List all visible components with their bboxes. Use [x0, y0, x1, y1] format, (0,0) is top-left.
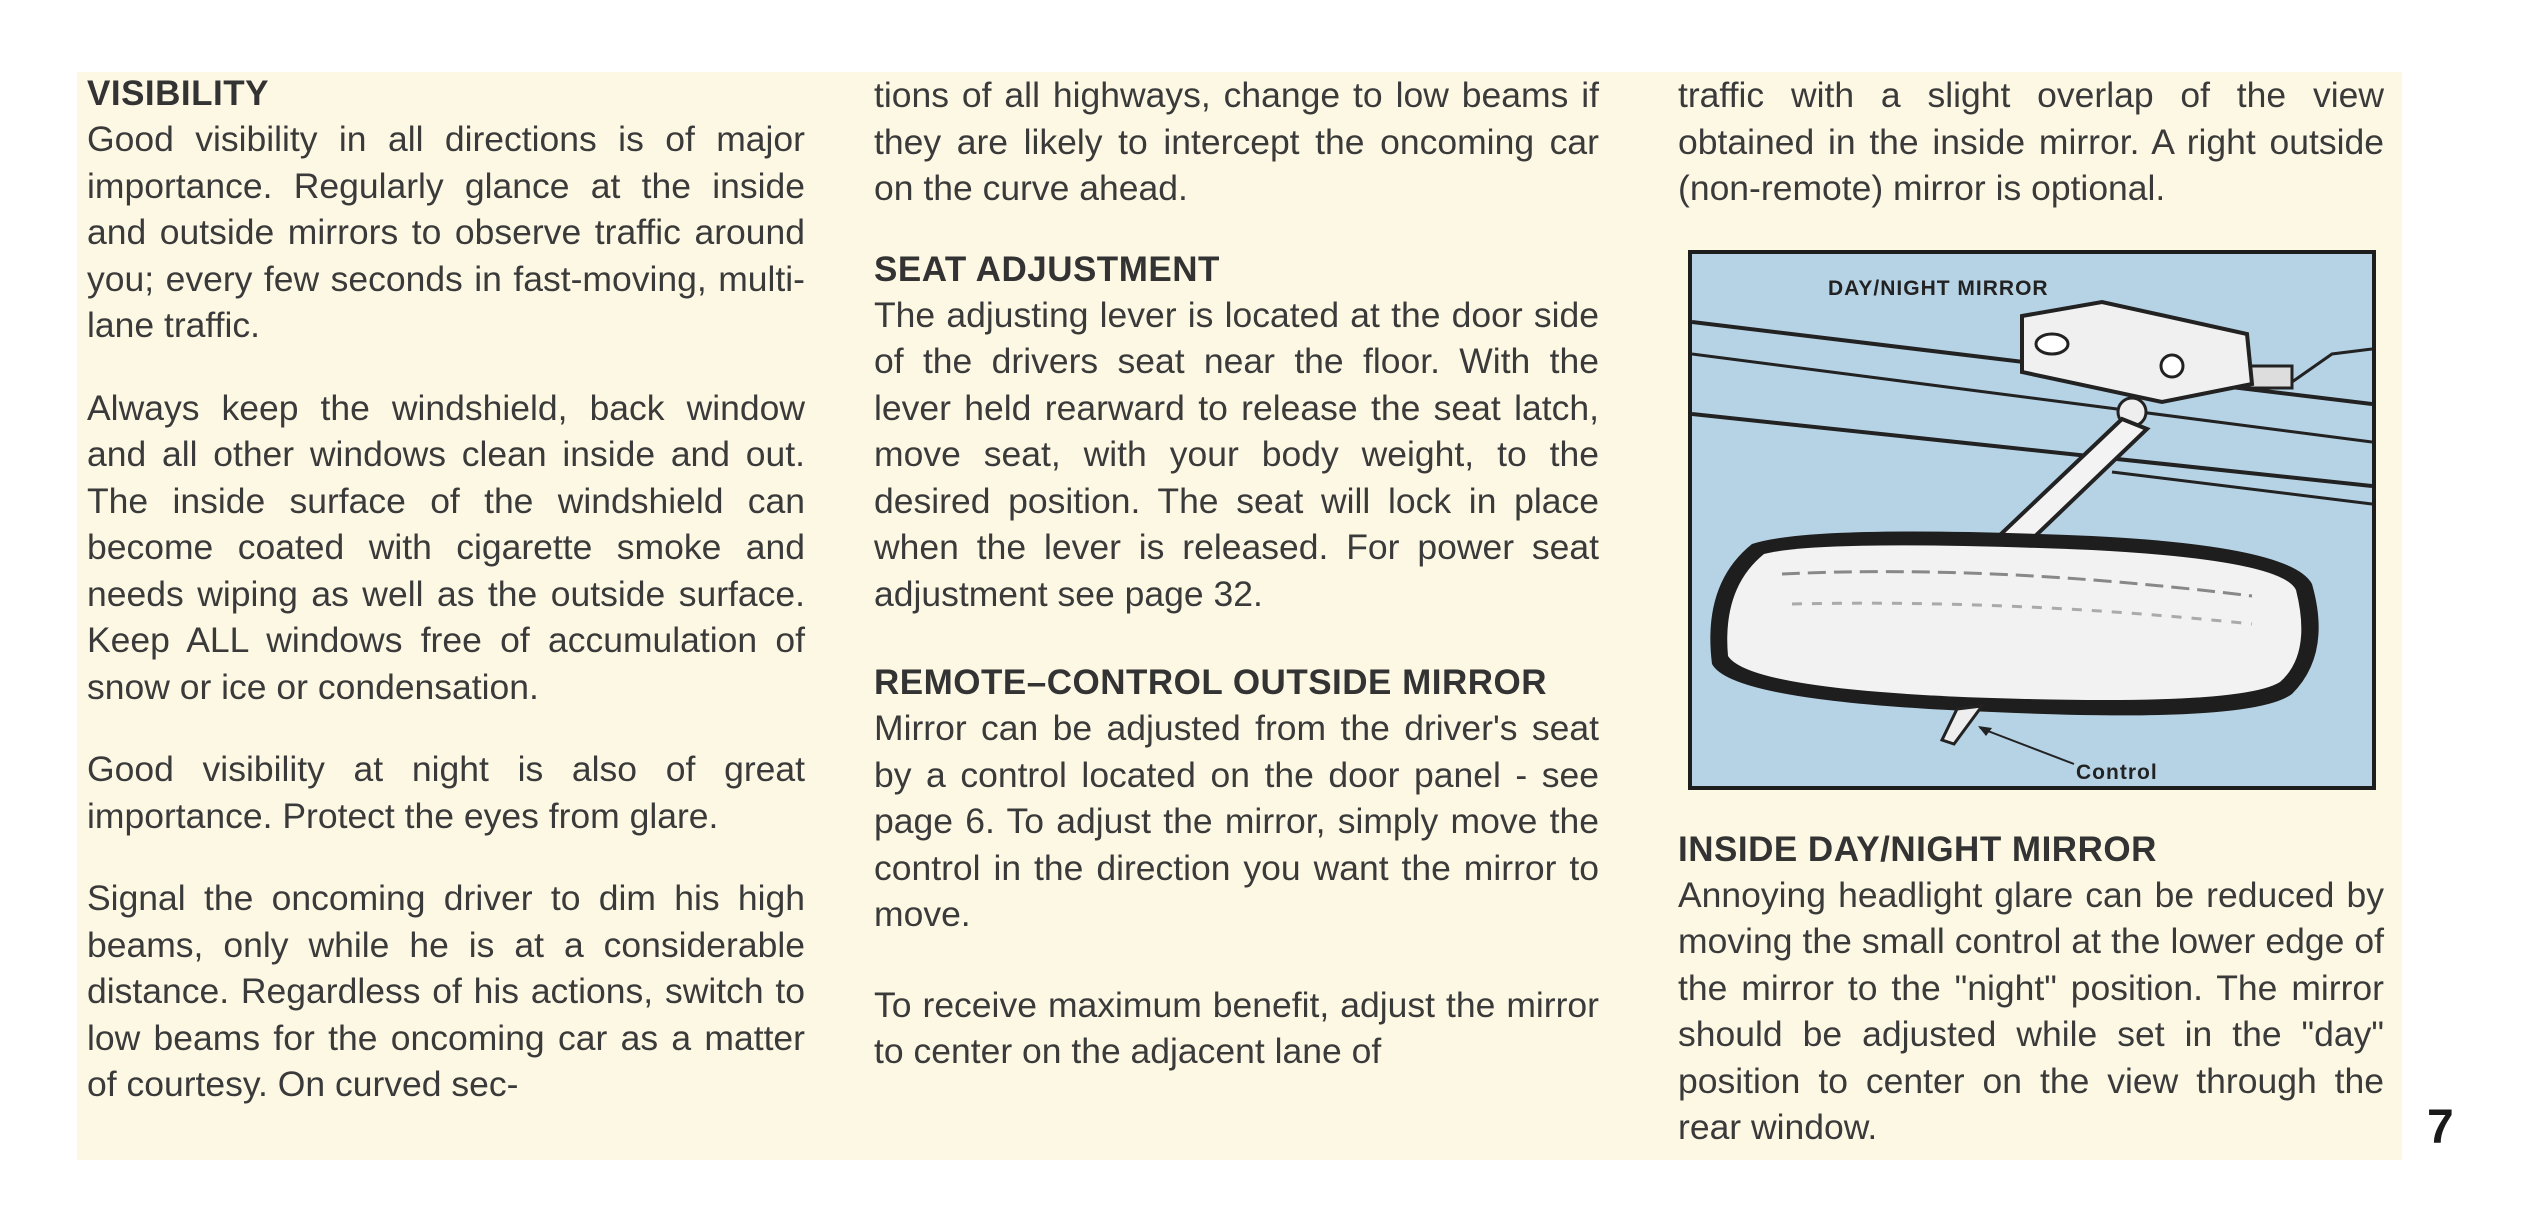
paragraph: traffic with a slight overlap of the view obtained in the inside mirror. A right outside (non-remote) mirror is optional.	[1678, 75, 2384, 208]
control-label: Control	[2076, 760, 2158, 784]
paragraph: To receive maximum benefit, adjust the mirror to center on the adjacent lane of	[874, 984, 1599, 1071]
paragraph: Mirror can be adjusted from the driver's seat by a control located on the door panel - see page 6. To adjust the mirror, simply move the control in the direction you want the mirror to move.	[874, 708, 1599, 934]
paragraph: Signal the oncoming driver to dim his high beams, only while he is at a considerable distance. Regardless of his actions, switch to low beams for the oncoming car as a matter of courtesy. On curved sec-	[87, 878, 805, 1104]
column-3	[1678, 72, 2384, 1151]
column-1	[87, 72, 805, 1108]
heading-seat-adjustment: SEAT ADJUSTMENT	[874, 249, 1220, 289]
heading-remote-control-mirror: REMOTE–CONTROL OUTSIDE MIRROR	[874, 663, 1548, 702]
paragraph: Good visibility at night is also of great importance. Protect the eyes from glare.	[87, 749, 805, 836]
heading-inside-day-night-mirror: INSIDE DAY/NIGHT MIRROR	[1678, 829, 2157, 869]
paragraph: Good visibility in all directions is of major importance. Regularly glance at the inside and outside mirrors to observe traffic around you; every few seconds in fast-moving, multi-lane traffic.	[87, 119, 805, 345]
day-night-mirror-illustration	[1688, 250, 2376, 790]
manual-page	[77, 72, 2402, 1160]
paragraph: The adjusting lever is located at the door side of the drivers seat near the floor. With the lever held rearward to release the seat latch, move seat, with your body weight, to the desired position. The seat will lock in place when the lever is released. For power seat adjustment see page 32.	[874, 294, 1599, 614]
paragraph: Always keep the windshield, back window and all other windows clean inside and out. The inside surface of the windshield can become coated with cigarette smoke and needs wiping as well as the outside surface. Keep ALL windows free of accumulation of snow or ice or condensation.	[87, 387, 805, 707]
mirror-drawing	[1692, 254, 2372, 786]
page-number: 7	[2427, 1101, 2454, 1154]
heading-visibility: VISIBILITY	[87, 74, 269, 113]
paragraph: Annoying headlight glare can be reduced by moving the small control at the lower edge of the mirror to the "night" position. The mirror should be adjusted while set in the "day" position to center on the view through the rear window.	[1678, 874, 2384, 1147]
figure-title-label: DAY/NIGHT MIRROR	[1828, 276, 2049, 300]
paragraph: tions of all highways, change to low beams if they are likely to intercept the oncoming car on the curve ahead.	[874, 75, 1599, 208]
column-2	[874, 72, 1599, 1075]
